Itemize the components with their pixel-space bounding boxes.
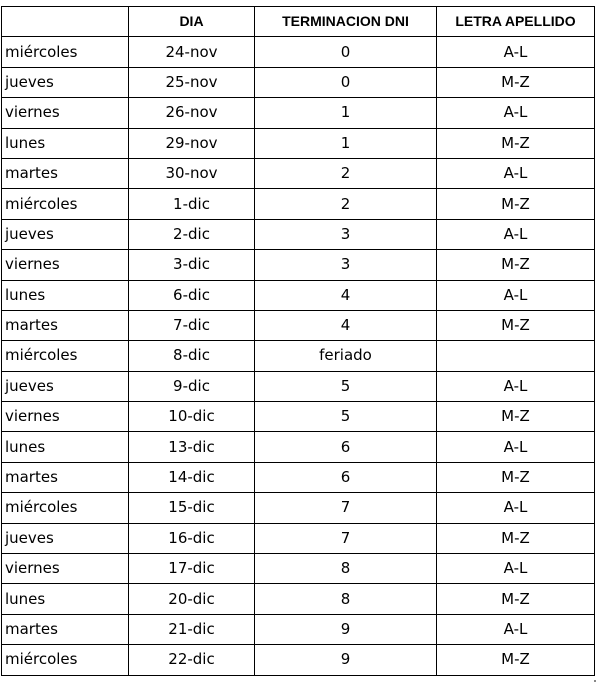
header-row (2, 7, 595, 37)
day-name-cell: miércoles (2, 189, 129, 219)
table-row (2, 219, 595, 249)
letter-cell: A-L (437, 614, 595, 644)
letter-cell: M-Z (437, 310, 595, 340)
letter-cell (437, 341, 595, 371)
letter-cell: M-Z (437, 189, 595, 219)
table-row (2, 250, 595, 280)
table-row (2, 98, 595, 128)
date-cell: 1-dic (129, 189, 255, 219)
header-cell-day-name (2, 7, 129, 37)
table-row (2, 280, 595, 310)
dni-cell: 9 (255, 614, 437, 644)
table-row (2, 341, 595, 371)
header-cell-terminacion-dni: TERMINACION DNI (255, 7, 437, 37)
date-cell: 22-dic (129, 645, 255, 675)
dni-cell: 5 (255, 371, 437, 401)
table-row (2, 554, 595, 584)
letter-cell: M-Z (437, 584, 595, 614)
day-name-cell: martes (2, 158, 129, 188)
letter-cell: M-Z (437, 645, 595, 675)
day-name-cell: jueves (2, 523, 129, 553)
date-cell: 3-dic (129, 250, 255, 280)
date-cell: 9-dic (129, 371, 255, 401)
date-cell: 8-dic (129, 341, 255, 371)
dni-cell: 0 (255, 67, 437, 97)
day-name-cell: lunes (2, 432, 129, 462)
day-name-cell: miércoles (2, 341, 129, 371)
dni-cell: 4 (255, 280, 437, 310)
date-cell: 6-dic (129, 280, 255, 310)
dni-cell: 2 (255, 189, 437, 219)
date-cell: 16-dic (129, 523, 255, 553)
dni-cell: 2 (255, 158, 437, 188)
table-row (2, 128, 595, 158)
dni-cell: 1 (255, 98, 437, 128)
header-cell-letra-apellido: LETRA APELLIDO (437, 7, 595, 37)
letter-cell: A-L (437, 98, 595, 128)
date-cell: 26-nov (129, 98, 255, 128)
day-name-cell: martes (2, 310, 129, 340)
table-row (2, 158, 595, 188)
day-name-cell: lunes (2, 128, 129, 158)
table-row (2, 67, 595, 97)
day-name-cell: miércoles (2, 493, 129, 523)
day-name-cell: jueves (2, 371, 129, 401)
date-cell: 14-dic (129, 462, 255, 492)
table-row (2, 462, 595, 492)
letter-cell: A-L (437, 219, 595, 249)
letter-cell: M-Z (437, 128, 595, 158)
date-cell: 21-dic (129, 614, 255, 644)
day-name-cell: martes (2, 462, 129, 492)
day-name-cell: martes (2, 614, 129, 644)
letter-cell: M-Z (437, 67, 595, 97)
dni-cell: 3 (255, 219, 437, 249)
dni-cell: 6 (255, 462, 437, 492)
corner-mark (594, 680, 596, 682)
table-row (2, 523, 595, 553)
date-cell: 29-nov (129, 128, 255, 158)
letter-cell: M-Z (437, 402, 595, 432)
day-name-cell: jueves (2, 219, 129, 249)
dni-cell: 4 (255, 310, 437, 340)
table-row (2, 584, 595, 614)
day-name-cell: miércoles (2, 645, 129, 675)
table-row (2, 371, 595, 401)
date-cell: 10-dic (129, 402, 255, 432)
day-name-cell: viernes (2, 402, 129, 432)
dni-cell: 5 (255, 402, 437, 432)
dni-cell: 8 (255, 584, 437, 614)
header-cell-dia: DIA (129, 7, 255, 37)
letter-cell: M-Z (437, 250, 595, 280)
letter-cell: A-L (437, 280, 595, 310)
dni-cell: 9 (255, 645, 437, 675)
dni-cell: 8 (255, 554, 437, 584)
letter-cell: A-L (437, 432, 595, 462)
date-cell: 13-dic (129, 432, 255, 462)
date-cell: 24-nov (129, 37, 255, 67)
dni-cell: 1 (255, 128, 437, 158)
dni-cell: 6 (255, 432, 437, 462)
dni-cell: 3 (255, 250, 437, 280)
letter-cell: A-L (437, 371, 595, 401)
letter-cell: A-L (437, 158, 595, 188)
date-cell: 17-dic (129, 554, 255, 584)
date-cell: 30-nov (129, 158, 255, 188)
date-cell: 2-dic (129, 219, 255, 249)
letter-cell: A-L (437, 37, 595, 67)
date-cell: 25-nov (129, 67, 255, 97)
dni-cell: 7 (255, 493, 437, 523)
day-name-cell: viernes (2, 250, 129, 280)
letter-cell: M-Z (437, 523, 595, 553)
table-row (2, 37, 595, 67)
day-name-cell: viernes (2, 554, 129, 584)
letter-cell: A-L (437, 493, 595, 523)
day-name-cell: viernes (2, 98, 129, 128)
day-name-cell: jueves (2, 67, 129, 97)
table-row (2, 310, 595, 340)
schedule-table (1, 6, 595, 676)
table-row (2, 493, 595, 523)
date-cell: 7-dic (129, 310, 255, 340)
dni-cell: 7 (255, 523, 437, 553)
day-name-cell: lunes (2, 280, 129, 310)
date-cell: 20-dic (129, 584, 255, 614)
letter-cell: M-Z (437, 462, 595, 492)
table-row (2, 645, 595, 675)
table-row (2, 189, 595, 219)
day-name-cell: miércoles (2, 37, 129, 67)
table-row (2, 402, 595, 432)
day-name-cell: lunes (2, 584, 129, 614)
dni-cell: 0 (255, 37, 437, 67)
dni-cell: feriado (255, 341, 437, 371)
table-body (2, 37, 595, 675)
letter-cell: A-L (437, 554, 595, 584)
table-row (2, 614, 595, 644)
table-row (2, 432, 595, 462)
date-cell: 15-dic (129, 493, 255, 523)
